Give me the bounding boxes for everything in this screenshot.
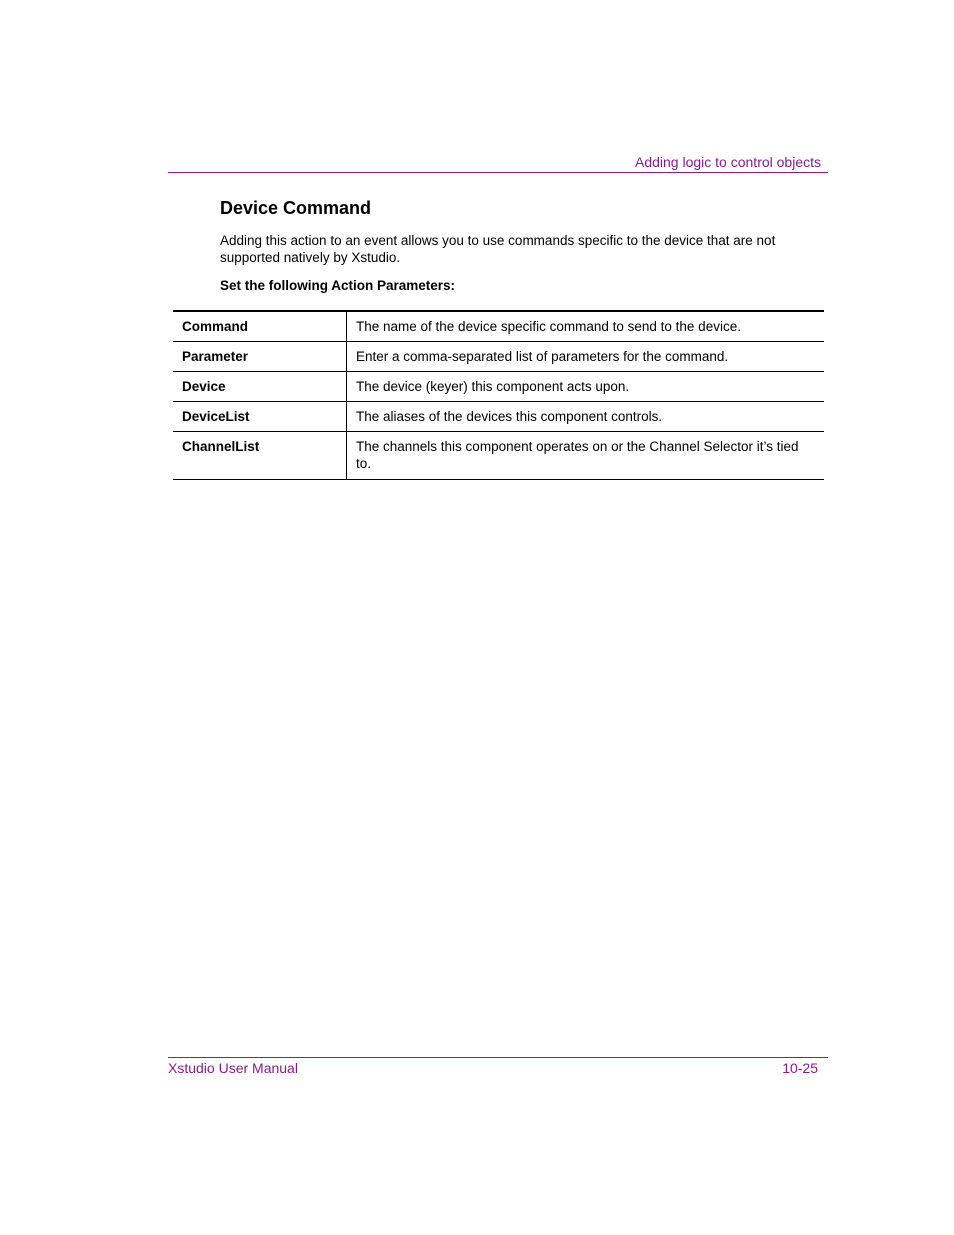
parameters-label: Set the following Action Parameters: [220,278,456,293]
parameter-description: The channels this component operates on or the Channel Selector it’s tied to. [356,439,799,471]
header-divider [168,172,828,173]
parameter-name: Parameter [173,342,347,372]
footer-page-number: 10-25 [782,1060,818,1076]
parameter-description: The aliases of the devices this component controls. [347,402,825,432]
footer-manual-title: Xstudio User Manual [168,1060,298,1076]
parameter-description: Enter a comma-separated list of parameters for the command. [347,342,825,372]
parameters-table [173,310,824,480]
parameter-description: The name of the device specific command to send to the device. [347,311,825,342]
running-header: Adding logic to control objects [635,154,821,170]
table-row [173,372,824,402]
parameter-description: The device (keyer) this component acts upon. [347,372,825,402]
parameter-name: ChannelList [173,432,347,480]
table-row [173,402,824,432]
section-heading: Device Command [220,198,372,218]
parameter-name: Command [173,311,347,342]
table-row [173,432,824,480]
table-row [173,311,824,342]
footer-divider [168,1057,828,1058]
parameter-name: Device [173,372,347,402]
parameter-name: DeviceList [173,402,347,432]
table-row [173,342,824,372]
intro-paragraph: Adding this action to an event allows you to use commands specific to the device that are not supported natively by Xstudio. [220,233,776,265]
